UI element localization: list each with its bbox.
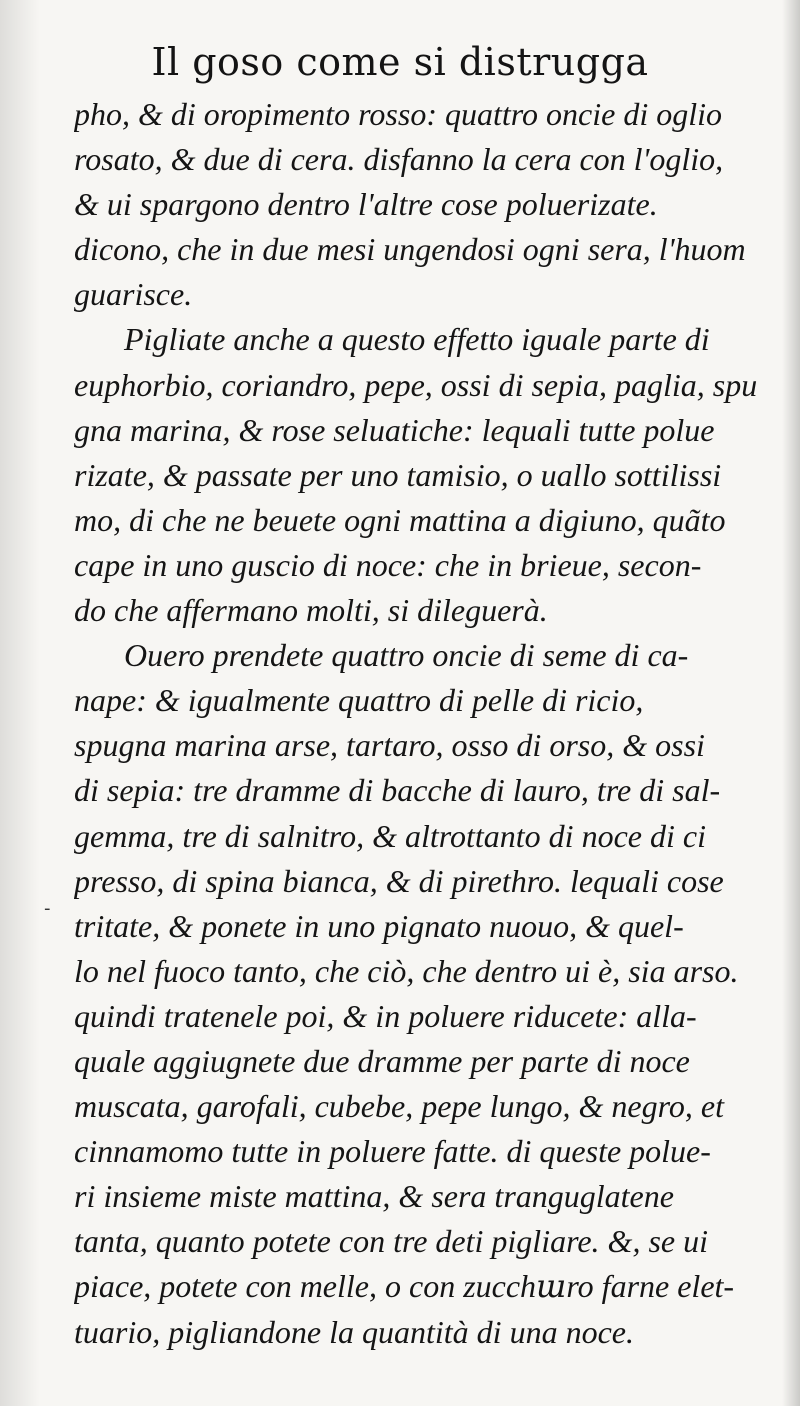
margin-mark: - <box>44 898 51 919</box>
text-line: mo, di che ne beuete ogni mattina a digiuno, quãto <box>74 501 726 538</box>
text-line: di sepia: tre dramme di bacche di lauro, tre di sal- <box>74 772 721 809</box>
text-line: quale aggiugnete due dramme per parte di noce <box>74 1042 690 1079</box>
text-line: dicono, che in due mesi ungendosi ogni sera, l'huom <box>74 231 746 268</box>
text-line: gna marina, & rose seluatiche: lequali tutte polue <box>74 411 715 448</box>
text-line: tanta, quanto potete con tre deti pigliare. &, se ui <box>74 1223 708 1260</box>
text-line: gemma, tre di salnitro, & altrottanto di noce di ci <box>74 817 706 854</box>
text-line: muscata, garofali, cubebe, pepe lungo, & negro, et <box>74 1088 724 1125</box>
body-text <box>74 92 774 1355</box>
text-line: presso, di spina bianca, & di pirethro. lequali cose <box>74 862 724 899</box>
text-line: cape in uno guscio di noce: che in brieue, secon- <box>74 546 702 583</box>
text-line: spugna marina arse, tartaro, osso di orso, & ossi <box>74 727 705 764</box>
text-line: quindi tratenele poi, & in poluere riducete: alla- <box>74 997 697 1034</box>
text-line: ri insieme miste mattina, & sera tranguglatene <box>74 1178 674 1215</box>
text-line: lo nel fuoco tanto, che ciò, che dentro ui è, sia arso. <box>74 952 739 989</box>
text-line: & ui spargono dentro l'altre cose poluerizate. <box>74 186 658 223</box>
text-line: nape: & igualmente quattro di pelle di ricio, <box>74 682 644 719</box>
text-line: euphorbio, coriandro, pepe, ossi di sepia, paglia, spu <box>74 366 758 403</box>
text-line: Ouero prendete quattro oncie di seme di ca- <box>124 637 689 674</box>
text-line: guarisce. <box>74 276 193 313</box>
text-line: piace, potete con melle, o con zucchաro farne elet- <box>74 1268 735 1305</box>
text-line: pho, & di oropimento rosso: quattro oncie di oglio <box>74 96 722 132</box>
text-line: rizate, & passate per uno tamisio, o uallo sottilissi <box>74 456 722 493</box>
text-line: cinnamomo tutte in poluere fatte. di queste polue- <box>74 1133 711 1170</box>
running-head: Il goso come si distrugga <box>151 40 649 84</box>
text-line: do che affermano molti, si dileguerà. <box>74 592 548 629</box>
text-line: tritate, & ponete in uno pignato nuouo, & quel- <box>74 907 684 944</box>
text-line: tuario, pigliandone la quantità di una noce. <box>74 1313 634 1350</box>
text-line: Pigliate anche a questo effetto iguale parte di <box>124 321 710 358</box>
text-line: rosato, & due di cera. disfanno la cera con l'oglio, <box>74 141 724 178</box>
